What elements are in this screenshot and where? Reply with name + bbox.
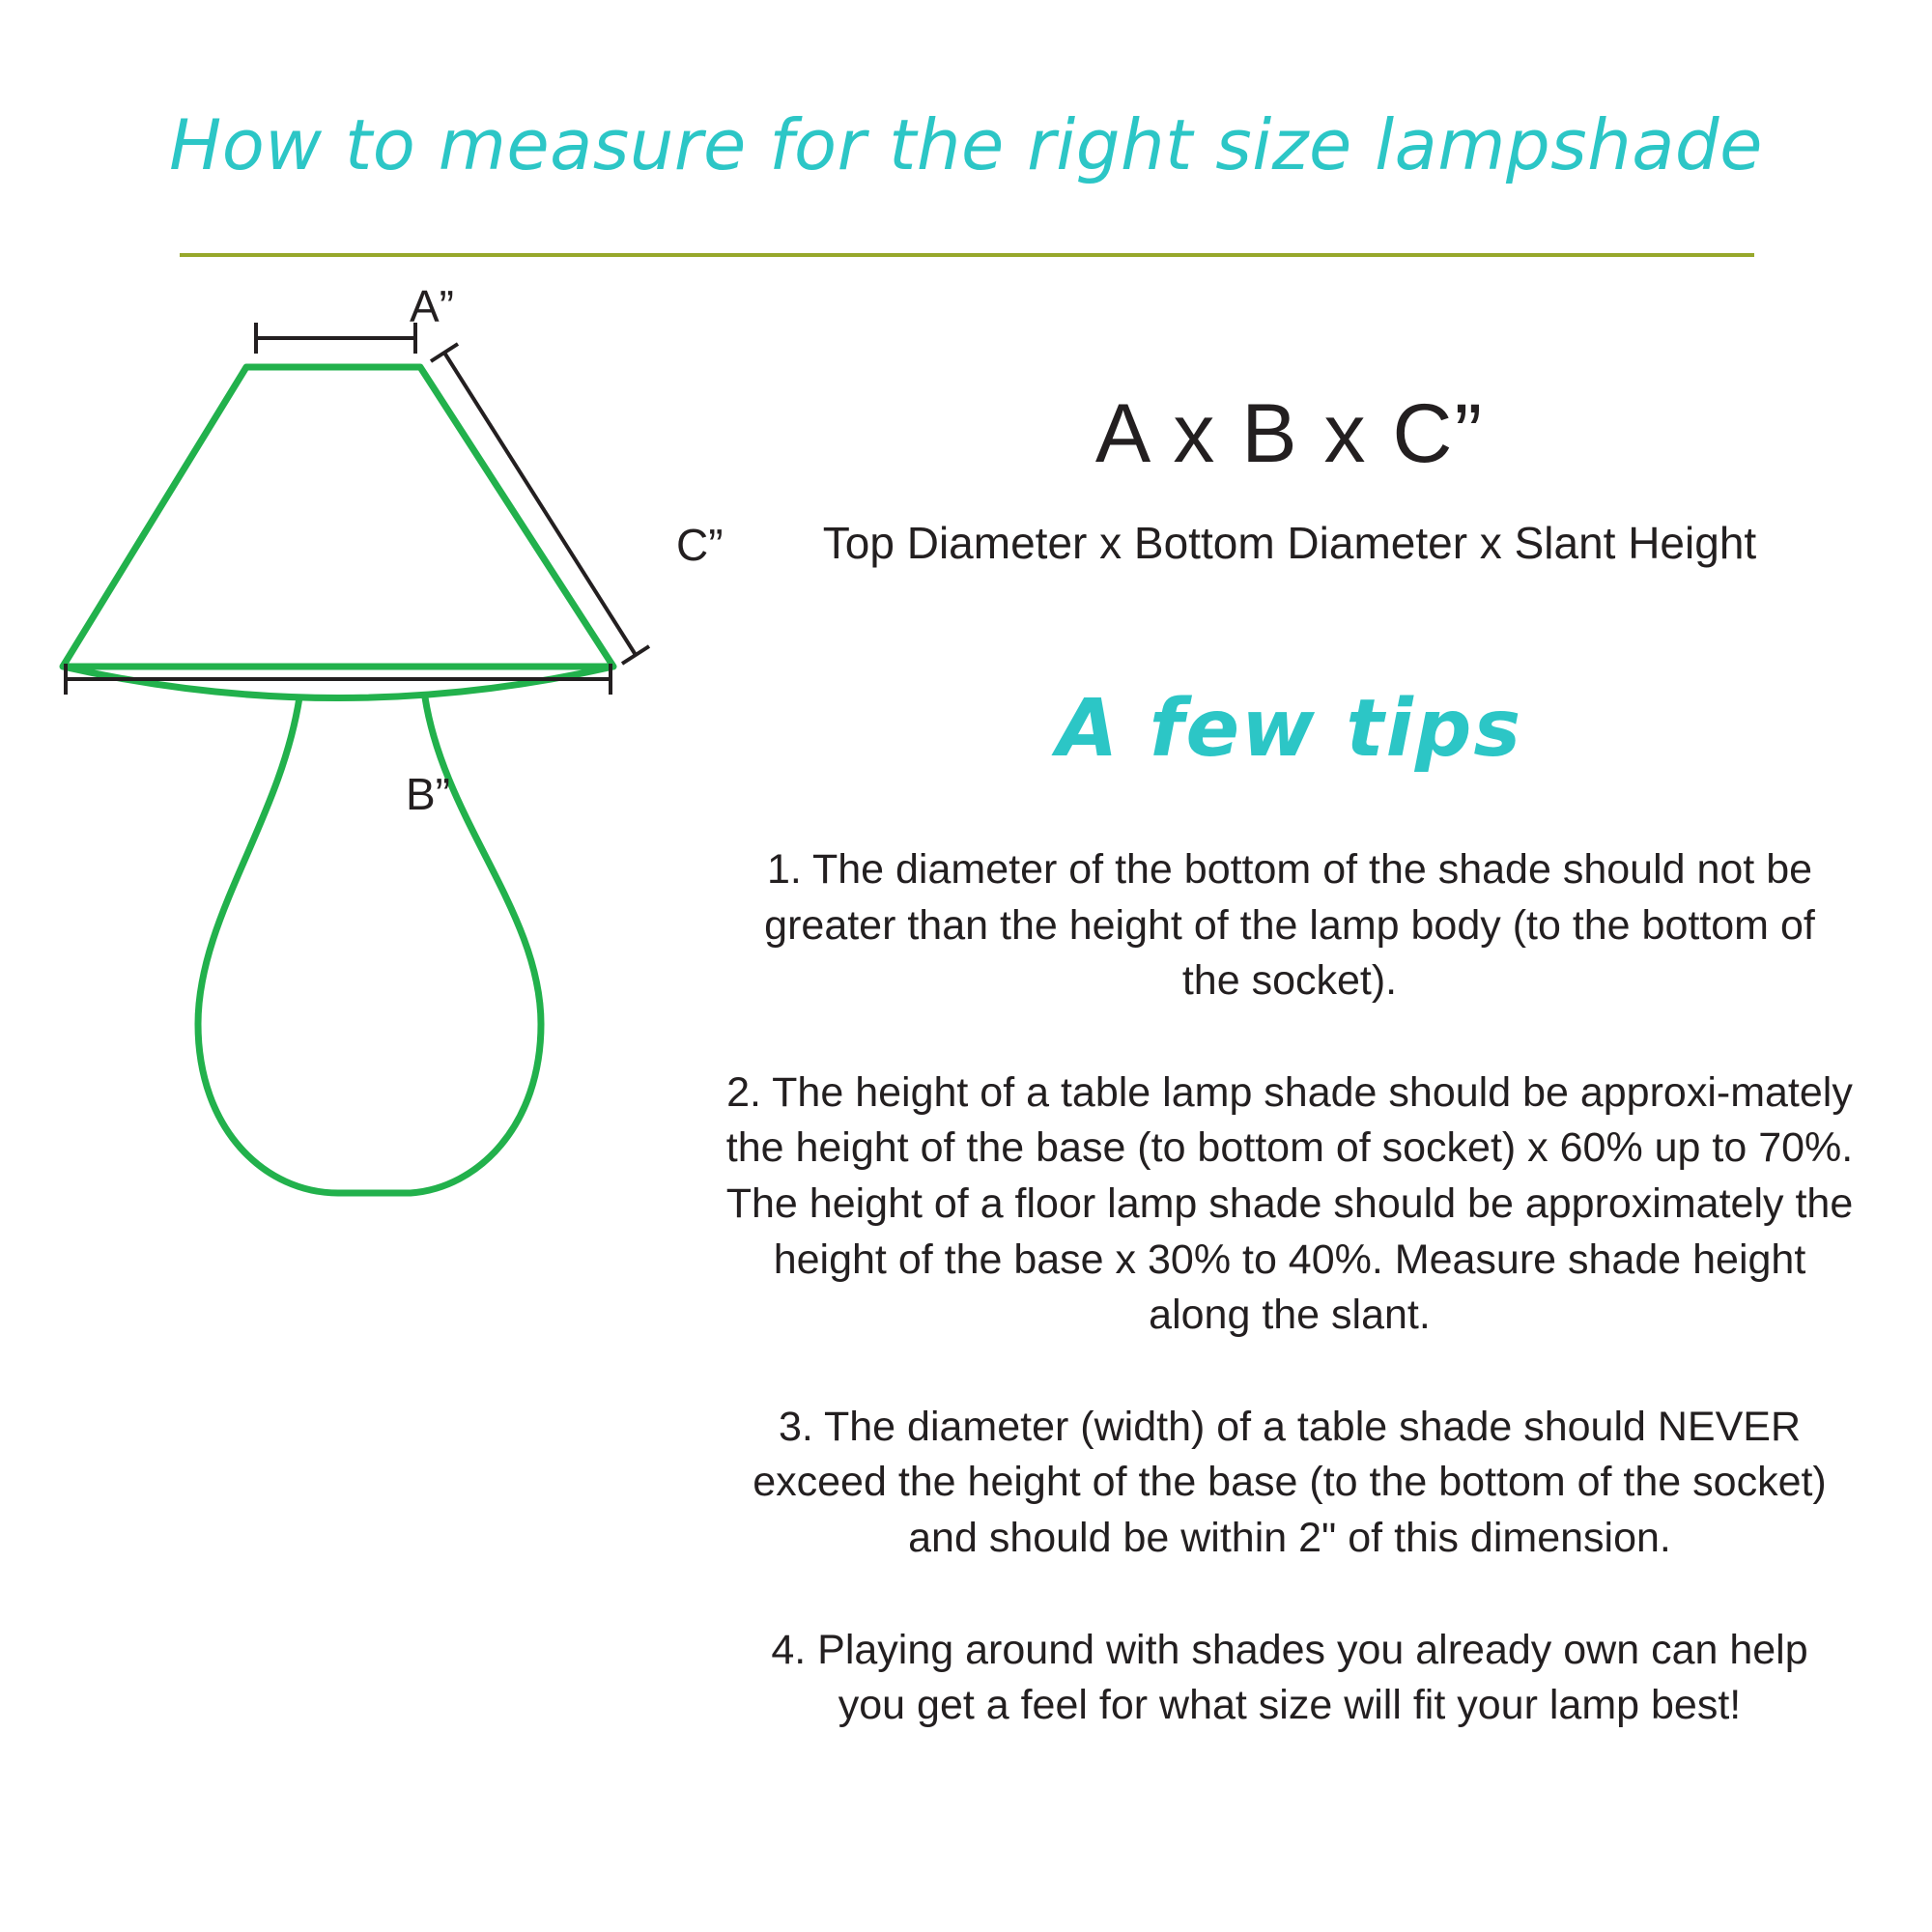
formula-description: Top Diameter x Bottom Diameter x Slant Height bbox=[822, 518, 1757, 568]
page-title: How to measure for the right size lampshade bbox=[169, 104, 1763, 185]
label-slant-height: C” bbox=[676, 520, 724, 570]
formula-expression: A x B x C” bbox=[1094, 387, 1485, 480]
list-item: 2. The height of a table lamp shade should be approxi-mately the height of the base (to bottom of socket) x 60% up to 70%. The height of a floor lamp shade should be approximately the height of the base x 30% to 40%. Measure shade height along the slant. bbox=[725, 1068, 1854, 1339]
top-diameter-dimension bbox=[256, 323, 415, 354]
tips-heading: A few tips bbox=[1056, 683, 1523, 775]
list-item: 1. The diameter of the bottom of the shade should not be greater than the height of the lamp body (to the bottom of the socket). bbox=[764, 846, 1815, 1005]
lamp-base-outline bbox=[198, 697, 541, 1193]
tips-list bbox=[696, 842, 1884, 1734]
label-top-diameter: A” bbox=[410, 281, 454, 331]
label-bottom-diameter: B” bbox=[406, 769, 450, 819]
list-item: 4. Playing around with shades you already own can help you get a feel for what size will fit your lamp best! bbox=[771, 1626, 1808, 1729]
header-divider bbox=[180, 253, 1754, 257]
slant-height-dimension bbox=[431, 344, 649, 664]
info-column bbox=[696, 386, 1884, 1734]
list-item: 3. The diameter (width) of a table shade should NEVER exceed the height of the base (to the bottom of the socket) and should be within 2" of this dimension. bbox=[753, 1403, 1827, 1562]
lampshade-outline bbox=[63, 367, 613, 698]
